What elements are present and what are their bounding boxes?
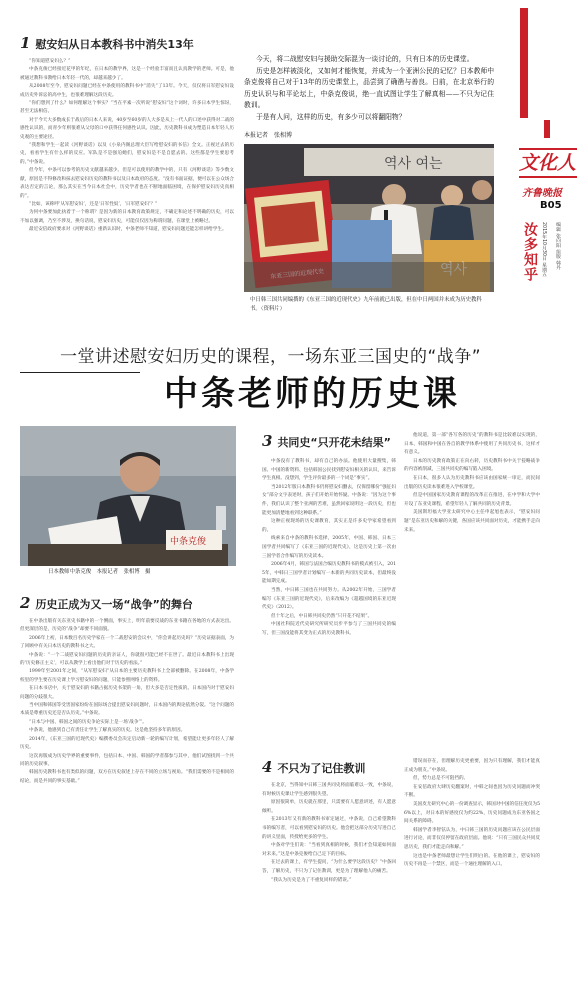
- section-2-paragraph: 韩国历史教科书也有类似的问题，双方在历史叙述上存在不同的立场与视角。“我们需要的不是相同的结论，而是共同的事实基础。”: [20, 770, 234, 784]
- section-4-paragraph: 美国皮尤研究中心的一份调查显示，韩国对中国的信任度仅为56%以上，对日本的好感度仅为约22%，历史问题成为东亚各国之间关系的障碍。: [404, 801, 540, 825]
- section-2-paragraph: 2006年上初，日本数百名历史学家在一个二战慰安的会议中，“你会讲起历史吗？”历史证据表面，为了回顾中有关日本历史的教科书之大。: [20, 635, 234, 650]
- section-2-title: [20, 594, 240, 612]
- section-3-body: [262, 458, 396, 750]
- teacher-photo: [20, 426, 236, 566]
- section-2-paragraph: 中条说，他感到自己有责任让学生了解真实的历史。这是他坚持多年的原因。: [29, 728, 186, 734]
- section-2-title-text: 历史正成为又一场“战争”的舞台: [35, 598, 193, 611]
- section-4-paragraph: 在2013年又有新的教科书审定通过，中条说，自己希望教科书的编写者，可以看到慰安妇的历史。他会把这部分历史写进自己的讲义里面，传授给更多的学生。: [262, 817, 396, 840]
- section-2-paragraph: 当中国和韩国等受害国家纷纷在国际场合提出慰安妇问题时，日本国内的舆论依然分裂。“这个问题的本质是尊重历史还是否认历史。”中条说。: [20, 703, 234, 717]
- section-3-paragraph: 当2012年版日本教科书仍将慰安妇删去，仅保留哪份“强征妇女”部分文字表述时，孩子们开始开始怀疑。中条说：“因为这个事件，我们认识了整个亚洲的苦难，虽然回家说明这一段历史，但也能更加清楚地看到这种联系。”: [262, 484, 396, 516]
- section-2-paragraph: 中条说：“一个二战慰安妇问题的历史的亲证人，你就很可能已经不在世了。最近日本教科书上出现的‘历史修正主义’，可以从教学上看出他们对于历史的看法。”: [20, 652, 234, 667]
- section-4-paragraph: 韩国学者李智铉认为，中日韩三国的历史问题应该在公民层面进行讨论，而非仅仅停留在政府层面。他说：“只有三国民众共同反思历史，我们才能走向和解。”: [404, 827, 540, 850]
- section-3-paragraph: 美国斯坦福大学亚太研究中心主任申起旭也表示，“慰安妇问题”是东亚历史和解的关键，各国应该共同面对历史，才能携手走向未来。: [404, 510, 540, 533]
- section-2-paragraph: 这次再版成为历史学界的重要事件，包括日本、中国、韩国的学者都参与其中，他们试图找到一个共同的历史叙事。: [20, 753, 234, 767]
- conference-photo-caption: 中日韩三国共同编撰的《东亚三国的近现代史》九年前就已出版，但在中日两国并未成为历史教科书。（资料片）: [250, 297, 482, 312]
- section-1-paragraph: 但今年，中条可以参考的历史文献越来越少。但是可以使用的教学中的，只有《河野谈话》等少数文献，原因是不得修改和抹去慰安妇历史的教科书以及日本政府的态度。“没有书面证据，便可以在公众场合表达否定的言论，那么其实在当今日本社会中，历史学者也在不断地面临困境，在保护慰安妇历史真相的”。: [20, 168, 234, 199]
- teacher-photo-svg: [20, 426, 236, 566]
- section-1-paragraph: “你们想到了什么？如何理解这个事实？”当在平素一次听说“慰安妇”这个词时，许多日本学生惊讶，甚至无法相信。: [20, 101, 234, 115]
- section-1-paragraph: “我想和学生一起读《河野谈话》以及《小泉内阁总理大臣写给慰安妇的书信》全文。正视过去的历史，看看学生有什么样的反应。军队是不是强迫她们，慰安妇是不是自愿去的。这些都是学生要思考的。”中条说。: [20, 143, 234, 165]
- section-3-paragraph: 线索来自中条的教科书选择，2005年，中国、韩国、日本三国学者共同编写了《东亚三国的近现代史》，这是历史上第一次由三国学者合作编写的历史读本。: [262, 536, 396, 559]
- section-2-number: 2: [20, 594, 31, 612]
- section-3-paragraph: 但十年之后，中日韩共同史仍然“只开花不结果”。: [271, 613, 373, 619]
- section-4-paragraph: 在过去的课上，有学生提问，“为什么要学这段历史？”中条回答，了解历史，不只为了记住教训，更是为了理解他人的痛苦。: [262, 860, 396, 874]
- headline-subhead: 一堂讲述慰安妇历史的课程，一场东亚三国史的“战争”: [60, 347, 482, 367]
- masthead-editor-line: 编辑 张向阳 组版 韩丹: [555, 222, 560, 270]
- section-3-paragraph: 他说道，第一部“各写各的历史”的教科书是比较难以实现的，日本、韩国和中国在各自的教学体系中使用了共同历史书，这样才有意义。: [404, 433, 540, 456]
- section-1-title: [20, 34, 240, 52]
- section-1-paragraph: 最近安倍政府要求对《河野谈话》重新认识时，中条老师不知道，慰安妇问题还能怎样讲给学生。: [29, 227, 227, 233]
- name-card-text: 中条克俊: [170, 537, 207, 547]
- section-1-paragraph: “比如，该称呼‘从军慰安妇’，还是‘日军性奴’，‘日军慰安妇’？”: [29, 201, 158, 207]
- lead-paragraph: 历史是怎样被淡化，又如何才能恢复，并成为一个亚洲公民的记忆？日本教师中条克俊将自己对于13年的历史课堂上，品尝到了确凿与善良。日前，在北京举行的历史认识与和平论坛上，中条克俊说，绝一直试图让学生了解真相——不只为记住教训。: [244, 66, 494, 109]
- section-logo: 文化人: [519, 148, 577, 178]
- section-4-number: 4: [262, 758, 273, 776]
- headline-rule: [20, 372, 140, 373]
- conference-photo: [244, 144, 494, 292]
- section-4-paragraph: 但，势力总是不可阻挡的。: [413, 776, 469, 782]
- section-3-body-continued: [404, 432, 540, 750]
- section-4-body: [262, 782, 396, 972]
- section-1-number: 1: [20, 34, 31, 52]
- banner-text: 역사 여는: [384, 156, 443, 172]
- headline-main: 中条老师的历史课: [164, 374, 460, 414]
- lead-paragraphs: [244, 54, 494, 123]
- section-2-paragraph: 1999年至2001年之间，“从军慰安妇”从日本的主要历史教科书上全部被删除。在2008年，中条学校里的学生要在历史课上学习慰安妇的问题，只能参照网络上的资料。: [20, 669, 234, 683]
- section-3-paragraph: 中国社科院近代史研究所研究员步平参与了三国共同史的编写，但三国没能将其变为正式的历史教科书。: [262, 622, 396, 636]
- section-4-paragraph: 中条对学生们说：“当看到真相的时候，我们才会知道如何面对未来。”这是中条克俊给自己定下的目标。: [262, 843, 396, 857]
- section-1-paragraph: 为何中条要加此执着于一个称谓？是因为新的日本教育政策规定，不确定和论述不明确的历史，可以不加以强调，乃至不涉及，换句话说，慰安妇历史，可能仅仅因为称谓问题，在课堂上被略过。: [20, 210, 234, 224]
- teacher-photo-caption: 日本教师中条克俊 本报记者 张相博 摄: [48, 569, 151, 575]
- page-number: B05: [540, 200, 562, 211]
- section-1-paragraph: 对于今天大多数成长于战后的日本人来说，40岁至60岁的人大多是从上一代人的口述中获得对二战的感性认识的，而青少年则很难从父母的口中获得任何感性认识。因此，历史教科书成为塑造日本年轻人历史观的主要途径。: [20, 117, 234, 140]
- section-3-number: 3: [262, 432, 273, 450]
- masthead-red-bar-top: [520, 8, 528, 118]
- section-4-paragraph: 在安倍政府大肆历史翻案时，中韩之间也因为历史问题而冲突不断。: [404, 784, 540, 799]
- section-3-paragraph: 在日本，很多人认为历史教科书应该由国家统一审定，而民间出版的历史读本很难进入学校课堂。: [404, 475, 540, 490]
- section-4-title: [262, 758, 402, 776]
- reporter-byline-top: 本报记者 张相博: [244, 132, 293, 139]
- section-4-paragraph: 这也是中条老师最想让学生们明白的。在他的课上，慰安妇的历史不再是一个禁区，而是一个通往理解的入口。: [404, 853, 540, 868]
- section-3-paragraph: 中条没有了教科书，却有自己的办法。他使用大量搜集，韩国、中国的新资料、包括韩国公民找到慰安妇相关的认识，来告诉学生真相。没想到，学生评价最多的一个词是“事实”。: [262, 459, 396, 482]
- conference-photo-svg: [244, 144, 494, 292]
- section-2-paragraph: 2014年，《东亚三国的近现代史》编撰委员会决定启动新一轮的编写计划，希望能让更多年轻人了解历史。: [20, 736, 234, 751]
- section-4-paragraph: 在北京，当得知中日韩三国共同史将面临难以一致，中条说，有时候历史课让学生感到很失望。: [262, 783, 396, 797]
- section-3-title-text: 共同史“只开花未结果”: [277, 436, 391, 449]
- section-4-paragraph: 原因很简单，历史就在那里，只需要有人愿意讲述，有人愿意倾听。: [262, 800, 396, 814]
- section-3-paragraph: 日本的历史教育政策正在向右转，历史教科书中关于侵略战争的内容被削减，三国共同史的编写陷入困境。: [404, 458, 540, 473]
- section-4-title-text: 不只为了记住教训: [277, 762, 366, 775]
- section-2-paragraph: “日本与中国、韩国之间的历史争论实际上是一场‘战争’”。: [29, 719, 147, 725]
- section-3-paragraph: 2006年4月，韩国与法国合编历史教科书的模式被引入，2015年，中韩日三国学者计划编写一本新的共同历史读本，但最终没能如期完成。: [262, 562, 396, 585]
- section-1-title-text: 慰安妇从日本教科书中消失13年: [35, 38, 194, 51]
- section-1-paragraph: 中条克俊已经接近花甲的年纪，在日本的教学界，这是一个经验丰富而且认真教学的老师。可是，他被通过教科书教给日本年轻一代的，却越来越少了。: [20, 67, 234, 81]
- section-4-paragraph: 错误而存在，但理解历史更重要，因为只有理解，我们才能真正成为朋友。”中条说。: [404, 759, 540, 773]
- paper-logo: 齐鲁晚报: [522, 188, 562, 199]
- section-2-body: [20, 618, 234, 970]
- section-2-paragraph: 在日本书店中，关于慰安妇的书籍占据历史书架的一角，但大多是否定性质的。日本国内对于慰安妇问题的分歧很大。: [20, 686, 234, 700]
- section-4-body-continued: [404, 758, 540, 972]
- section-2-paragraph: 在中条出版有关东亚史书籍中的一个侧面，事实上，明年前要反战的东亚书籍在各地的方式表达出。但更深层的是，历史的“战争”却要不同面貌。: [20, 619, 234, 633]
- section-1-paragraph: “你知道慰安妇么？”: [29, 59, 71, 64]
- lead-paragraph: 今天，将二战慰安妇与援助交际混为一谈讨论的，只有日本的历史课堂。: [256, 55, 474, 63]
- masthead-red-bar-bottom: [544, 120, 550, 138]
- section-3-paragraph: 但是中国国家历史教育课程的改革正在推进，在中学和大学中开设了东亚史课程，希望年轻人了解共同的历史背景。: [404, 493, 540, 507]
- masthead-date-line: 2015年10月30日 星期五: [541, 222, 546, 277]
- section-3-paragraph: 当然，中日韩三国也在共同努力。从2002年开始，三国学者编写《东亚三国的近现代史》，后来改编为《超越国境的东亚近现代史》（2012）。: [262, 587, 396, 611]
- section-3-paragraph: 这种正视现场的历史课教育，其实正是许多史学家希望看到的。: [262, 519, 396, 533]
- section-1-paragraph: 从2008年至今，慰安妇问题已经在中条使用的教科书中“消失”了13年。今天，仅仅将日军慰安妇设成历史外诉讼的高中生，也很难理解这段历史。: [20, 84, 234, 98]
- masthead-slogan: 汝多知乎: [522, 222, 538, 282]
- section-4-paragraph: “我认为历史是为了不重复同样的错误。”: [271, 877, 352, 883]
- section-1-body: [20, 58, 234, 298]
- lead-paragraph: 于是有人问，这样的历史，有多少可以将翻阳物？: [256, 112, 406, 121]
